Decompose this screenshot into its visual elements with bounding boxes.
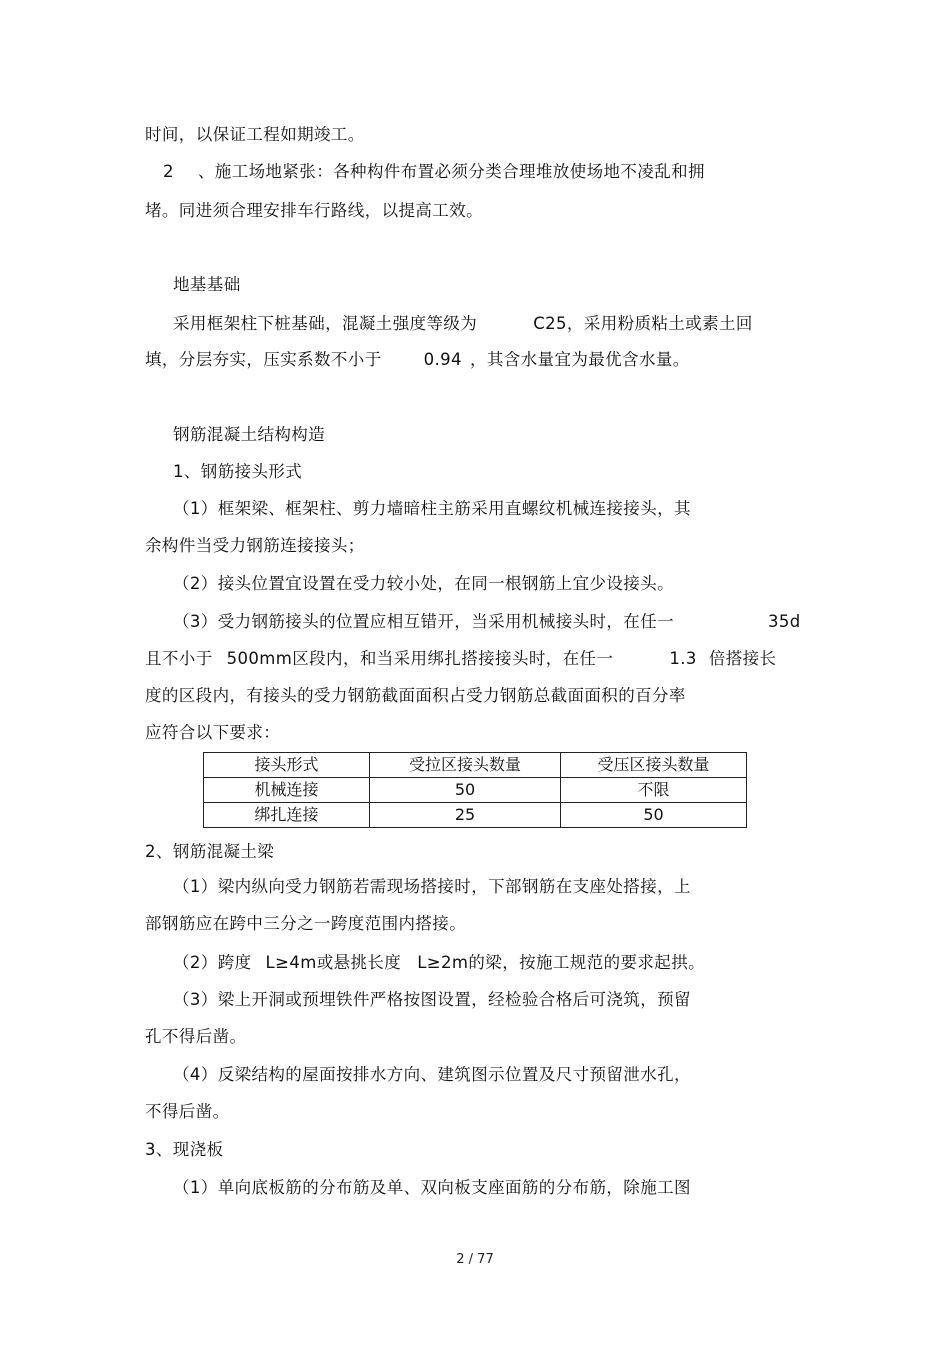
paragraph-line: 部钢筋应在跨中三分之一跨度范围内搭接。 — [145, 914, 467, 933]
paragraph-text: 且不小于 — [145, 649, 213, 668]
compaction-coefficient: 0.94 — [423, 350, 462, 369]
joint-table — [203, 752, 747, 828]
span-condition: L≥4m — [265, 953, 317, 972]
table-cell: 不限 — [561, 778, 747, 803]
paragraph-line: 堵。同进须合理安排车行路线，以提高工效。 — [145, 201, 483, 220]
subsection-heading: 2、钢筋混凝土梁 — [145, 842, 275, 861]
item-number: 2 — [163, 162, 174, 181]
paragraph-line: （4）反梁结构的屋面按排水方向、建筑图示位置及尺寸预留泄水孔， — [173, 1065, 691, 1084]
paragraph-line — [163, 162, 705, 182]
paragraph-line: 不得后凿。 — [145, 1102, 230, 1121]
concrete-grade: C25 — [533, 314, 567, 333]
table-cell: 50 — [370, 778, 561, 803]
table-header-cell: 受压区接头数量 — [561, 753, 747, 778]
paragraph-text: ，其含水量宜为最优含水量。 — [469, 350, 690, 369]
paragraph-text: 区段内，和当采用绑扎搭接接头时，在任一 — [292, 649, 614, 668]
page-number: 2 / 77 — [456, 1252, 494, 1267]
paragraph-text: 、施工场地紧张：各种构件布置必须分类合理堆放使场地不凌乱和拥 — [197, 162, 705, 181]
paragraph-line — [173, 314, 753, 334]
paragraph-line — [173, 612, 801, 632]
paragraph-line: 应符合以下要求： — [145, 723, 281, 742]
paragraph-text: 倍搭接长 — [708, 649, 777, 668]
table-header-cell: 接头形式 — [204, 753, 370, 778]
table-cell: 绑扎连接 — [204, 803, 370, 828]
paragraph-text: （3）受力钢筋接头的位置应相互错开，当采用机械接头时，在任一 — [173, 612, 674, 631]
table-cell: 50 — [561, 803, 747, 828]
table-cell: 机械连接 — [204, 778, 370, 803]
paragraph-line: 余构件当受力钢筋连接接头； — [145, 536, 365, 555]
paragraph-line: 孔不得后凿。 — [145, 1027, 247, 1046]
paragraph-line: （1）梁内纵向受力钢筋若需现场搭接时，下部钢筋在支座处搭接，上 — [173, 877, 691, 896]
paragraph-line: （3）梁上开洞或预埋铁件严格按图设置，经检验合格后可浇筑，预留 — [173, 990, 691, 1009]
paragraph-text: ，采用粉质粘土或素土回 — [566, 314, 753, 333]
section-heading: 地基基础 — [173, 275, 241, 294]
paragraph-line — [173, 953, 705, 973]
paragraph-line: （1）单向底板筋的分布筋及单、双向板支座面筋的分布筋，除施工图 — [173, 1178, 691, 1197]
cantilever-condition: L≥2m — [417, 953, 469, 972]
paragraph-line: 度的区段内，有接头的受力钢筋截面面积占受力钢筋总截面面积的百分率 — [145, 686, 686, 705]
ratio-value: 1.3 — [669, 649, 697, 668]
paragraph-line: 时间，以保证工程如期竣工。 — [145, 125, 365, 144]
table-header-row — [204, 753, 747, 778]
length-value: 500mm — [226, 649, 293, 668]
subsection-heading: 1、钢筋接头形式 — [173, 462, 303, 481]
paragraph-line: （1）框架梁、框架柱、剪力墙暗柱主筋采用直螺纹机械连接接头，其 — [173, 499, 691, 518]
table-header-cell: 受拉区接头数量 — [370, 753, 561, 778]
paragraph-line — [145, 649, 776, 669]
table-cell: 25 — [370, 803, 561, 828]
paragraph-text: （2）跨度 — [173, 953, 252, 972]
section-heading: 钢筋混凝土结构构造 — [173, 425, 326, 444]
paragraph-text: 采用框架柱下桩基础，混凝土强度等级为 — [173, 314, 478, 333]
paragraph-text: 填，分层夯实，压实系数不小于 — [145, 350, 382, 369]
table-row — [204, 778, 747, 803]
paragraph-text: 的梁，按施工规范的要求起拱。 — [468, 953, 706, 972]
paragraph-line: （2）接头位置宜设置在受力较小处，在同一根钢筋上宜少设接头。 — [173, 574, 674, 593]
table-row — [204, 803, 747, 828]
paragraph-line — [145, 350, 690, 370]
subsection-heading: 3、现浇板 — [145, 1140, 224, 1159]
paragraph-text: 或悬挑长度 — [316, 953, 402, 972]
length-value: 35d — [768, 612, 801, 631]
